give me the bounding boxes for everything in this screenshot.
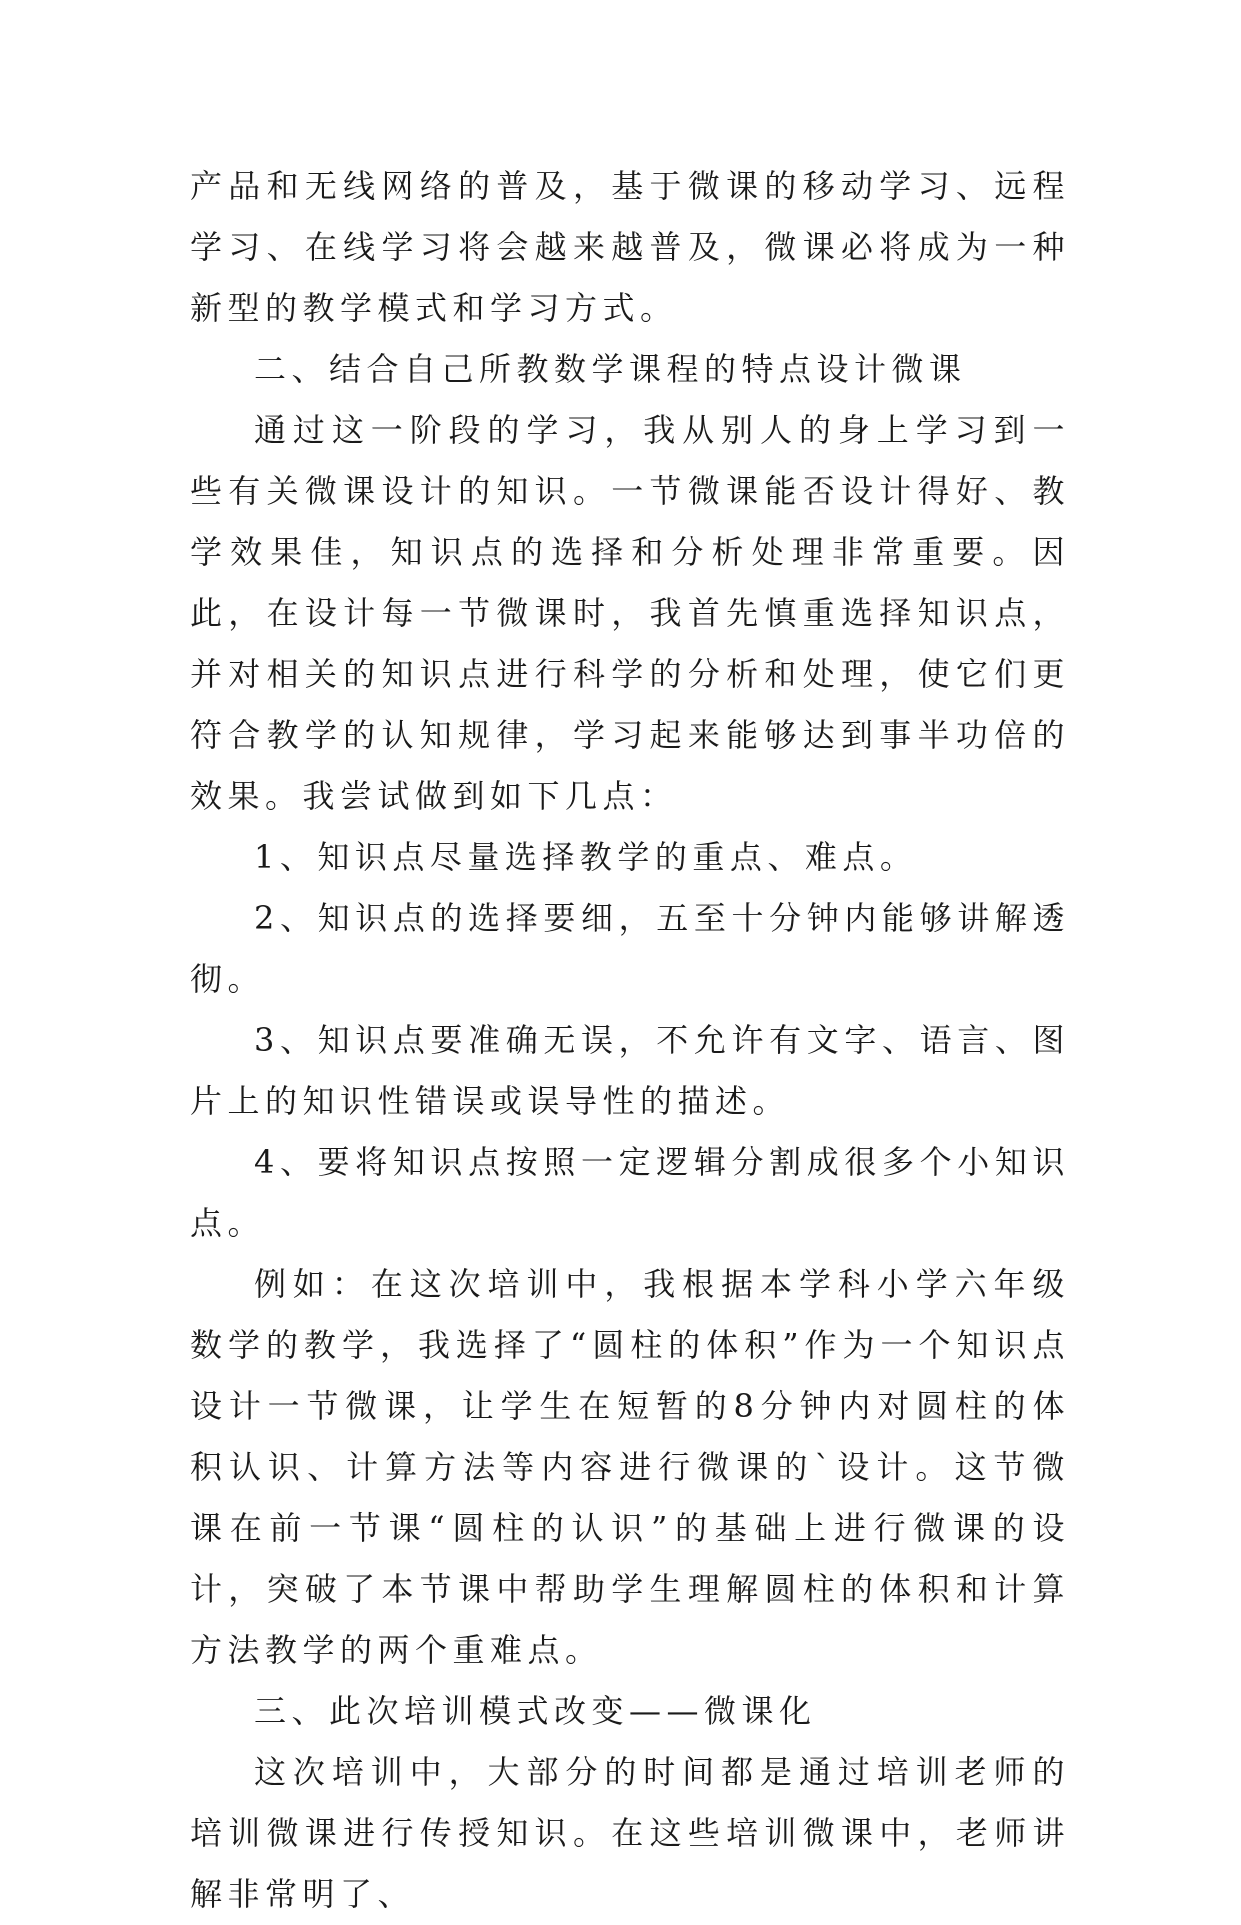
section-heading-3: 三、此次培训模式改变——微课化: [254, 1692, 817, 1730]
list-item-1: 1、知识点尽量选择教学的重点、难点。: [254, 838, 918, 876]
list-item-2: 2、知识点的选择要细，五至十分钟内能够讲解透彻。: [190, 899, 1070, 998]
paragraph-example: 例如：在这次培训中，我根据本学科小学六年级数学的教学，我选择了“圆柱的体积”作为一个知识点设计一节微课，让学生在短暂的8分钟内对圆柱的体积认识、计算方法等内容进行微课的`设计。这节微课在前一节课“圆柱的认识”的基础上进行微课的设计，突破了本节课中帮助学生理解圆柱的体积和计算方法教学的两个重难点。: [190, 1265, 1070, 1669]
paragraph-training: 这次培训中，大部分的时间都是通过培训老师的培训微课进行传授知识。在这些培训微课中，老师讲解非常明了、: [190, 1753, 1070, 1913]
paragraph-continuation: 产品和无线网络的普及，基于微课的移动学习、远程学习、在线学习将会越来越普及，微课必将成为一种新型的教学模式和学习方式。: [190, 167, 1070, 327]
list-item-4: 4、要将知识点按照一定逻辑分割成很多个小知识点。: [190, 1143, 1070, 1242]
list-item-3: 3、知识点要准确无误，不允许有文字、语言、图片上的知识性错误或误导性的描述。: [190, 1021, 1070, 1120]
paragraph-intro: 通过这一阶段的学习，我从别人的身上学习到一些有关微课设计的知识。一节微课能否设计得好、教学效果佳，知识点的选择和分析处理非常重要。因此，在设计每一节微课时，我首先慎重选择知识点，并对相关的知识点进行科学的分析和处理，使它们更符合教学的认知规律，学习起来能够达到事半功倍的效果。我尝试做到如下几点：: [190, 411, 1070, 815]
section-heading-2: 二、结合自己所教数学课程的特点设计微课: [254, 350, 967, 388]
document-body: [190, 156, 1070, 1925]
